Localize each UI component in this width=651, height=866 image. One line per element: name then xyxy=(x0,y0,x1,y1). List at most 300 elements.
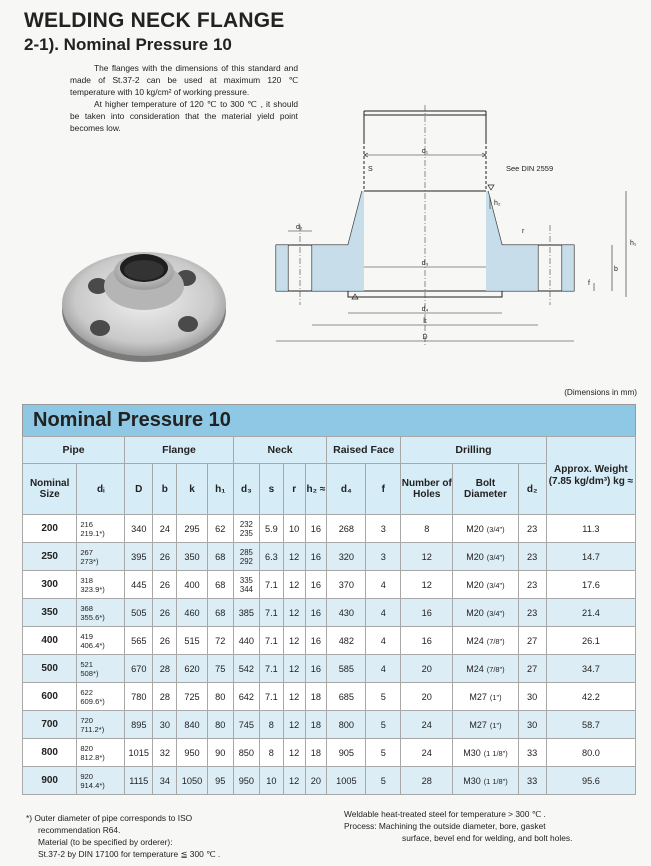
k-value: 295 xyxy=(184,523,200,534)
cell-h2 xyxy=(305,655,327,683)
page-title: WELDING NECK FLANGE xyxy=(24,9,285,32)
cell-d3 xyxy=(233,739,259,767)
holes-value: 24 xyxy=(421,747,432,758)
k-value: 620 xyxy=(184,663,200,674)
label-k: k xyxy=(423,318,427,325)
cell-h1 xyxy=(207,683,233,711)
b-value: 28 xyxy=(159,691,170,702)
cell-weight xyxy=(546,543,635,571)
h2-value: 16 xyxy=(310,551,322,562)
cell-d4 xyxy=(327,711,366,739)
h2-value: 18 xyxy=(310,747,322,758)
di-value: 521 xyxy=(80,659,93,669)
h1-value: 80 xyxy=(215,719,226,730)
cell-number-of-holes xyxy=(401,683,453,711)
holes-value: 16 xyxy=(421,635,432,646)
cell-f xyxy=(366,739,401,767)
holes-value: 12 xyxy=(421,551,432,562)
cell-bolt-diameter xyxy=(453,599,518,627)
cell-bolt-diameter xyxy=(453,739,518,767)
D-value: 565 xyxy=(131,635,147,646)
cell-h2 xyxy=(305,571,327,599)
b-value: 28 xyxy=(159,663,170,674)
cell-d4 xyxy=(327,571,366,599)
cell-weight xyxy=(546,683,635,711)
d2-value: 27 xyxy=(527,635,538,646)
cell-D xyxy=(125,571,153,599)
label-d2: d₂ xyxy=(296,224,303,231)
footnote-line: Weldable heat-treated steel for temperature > 300 ℃ . xyxy=(344,809,546,819)
table-title: Nominal Pressure 10 xyxy=(22,404,636,436)
di-iso-value: 609.6*) xyxy=(80,696,105,706)
group-pipe: Pipe xyxy=(23,437,125,464)
r-value: 10 xyxy=(289,523,300,534)
cell-h1 xyxy=(207,543,233,571)
footnote-line: St.37-2 by DIN 17100 for temperature ≦ 300 ℃ . xyxy=(38,849,221,859)
bolt-value: M20 xyxy=(466,551,484,562)
cell-d3 xyxy=(233,571,259,599)
cell-d4 xyxy=(327,683,366,711)
cell-r xyxy=(283,543,305,571)
k-value: 840 xyxy=(184,719,200,730)
h2-value: 16 xyxy=(310,635,322,646)
cell-d3 xyxy=(233,711,259,739)
cell-r xyxy=(283,599,305,627)
cell-h1 xyxy=(207,627,233,655)
cell-b xyxy=(153,515,177,543)
cell-number-of-holes xyxy=(401,767,453,795)
s-value: 5.9 xyxy=(264,523,278,534)
cell-d3 xyxy=(233,543,259,571)
di-value: 318 xyxy=(80,575,93,585)
cell-number-of-holes xyxy=(401,627,453,655)
cell-d4 xyxy=(327,655,366,683)
h2-value: 16 xyxy=(310,523,322,534)
cell-weight xyxy=(546,711,635,739)
di-iso-value: 711.2*) xyxy=(80,724,105,734)
cell-k xyxy=(177,571,207,599)
cell-d3 xyxy=(233,655,259,683)
cell-nominal-size xyxy=(23,515,77,543)
cell-weight xyxy=(546,515,635,543)
holes-value: 12 xyxy=(421,579,432,590)
cell-h2 xyxy=(305,543,327,571)
h2-value: 16 xyxy=(310,579,322,590)
cell-b xyxy=(153,767,177,795)
cell-di xyxy=(77,627,125,655)
weight-value: 58.7 xyxy=(581,719,600,730)
cell-h2 xyxy=(305,739,327,767)
cell-k xyxy=(177,683,207,711)
D-value: 670 xyxy=(131,663,147,674)
col-nominal-size: Nominal Size xyxy=(23,464,77,515)
cell-k xyxy=(177,655,207,683)
pressure-table xyxy=(22,404,636,800)
d4-value: 585 xyxy=(338,663,355,674)
f-value: 4 xyxy=(380,579,386,590)
group-flange: Flange xyxy=(125,437,234,464)
label-r: r xyxy=(522,228,525,235)
footnote-line: *) Outer diameter of pipe corresponds to ISO xyxy=(26,813,193,823)
cell-h1 xyxy=(207,767,233,795)
cell-d2 xyxy=(518,739,546,767)
d2-value: 23 xyxy=(527,523,538,534)
cell-f xyxy=(366,515,401,543)
d4-value: 320 xyxy=(338,551,355,562)
cell-weight xyxy=(546,739,635,767)
cell-D xyxy=(125,683,153,711)
h2-value: 20 xyxy=(310,775,322,786)
h1-value: 80 xyxy=(215,691,226,702)
d4-value: 268 xyxy=(338,523,355,534)
d4-value: 370 xyxy=(338,579,355,590)
di-iso-value: 508*) xyxy=(80,668,99,678)
r-value: 12 xyxy=(289,691,300,702)
d3-value: 232 xyxy=(239,519,253,529)
d3-value: 440 xyxy=(238,635,255,646)
di-iso-value: 323.9*) xyxy=(80,584,105,594)
bolt-value: M27 xyxy=(469,719,487,730)
cell-r xyxy=(283,655,305,683)
d3-value: 850 xyxy=(238,747,255,758)
label-d1: d₁ xyxy=(421,148,429,155)
cell-b xyxy=(153,571,177,599)
weight-value: 14.7 xyxy=(581,551,600,562)
cell-number-of-holes xyxy=(401,571,453,599)
cell-s xyxy=(259,571,283,599)
cell-r xyxy=(283,571,305,599)
bolt-value: M24 xyxy=(466,663,484,674)
cell-r xyxy=(283,627,305,655)
cell-f xyxy=(366,599,401,627)
di-value: 820 xyxy=(80,743,93,753)
cell-d4 xyxy=(327,543,366,571)
col-s: s xyxy=(259,464,283,515)
h1-value: 68 xyxy=(215,607,226,618)
cell-b xyxy=(153,683,177,711)
d2-value: 33 xyxy=(527,747,538,758)
nominal-size-value: 900 xyxy=(41,775,58,786)
weight-value: 11.3 xyxy=(582,523,600,534)
col-r: r xyxy=(283,464,305,515)
label-b: b xyxy=(614,266,618,273)
r-value: 12 xyxy=(289,551,300,562)
cell-d3 xyxy=(233,683,259,711)
cell-s xyxy=(259,767,283,795)
k-value: 460 xyxy=(184,607,200,618)
holes-value: 20 xyxy=(421,691,432,702)
cell-d2 xyxy=(518,515,546,543)
h2-value: 16 xyxy=(310,607,322,618)
cell-nominal-size xyxy=(23,599,77,627)
cell-weight xyxy=(546,767,635,795)
cell-r xyxy=(283,515,305,543)
f-value: 5 xyxy=(380,775,386,786)
h1-value: 90 xyxy=(215,747,226,758)
cell-k xyxy=(177,627,207,655)
b-value: 30 xyxy=(159,719,170,730)
d2-value: 30 xyxy=(527,691,538,702)
D-value: 340 xyxy=(131,523,147,534)
label-h2: h₂ xyxy=(494,200,501,207)
page-subtitle: 2-1). Nominal Pressure 10 xyxy=(24,35,232,54)
cell-r xyxy=(283,739,305,767)
bolt-inch-value: (1 1/8") xyxy=(483,748,508,758)
nominal-size-value: 600 xyxy=(41,691,58,702)
footnotes-right xyxy=(344,808,634,844)
table-row xyxy=(23,599,636,627)
cell-di xyxy=(77,767,125,795)
cell-number-of-holes xyxy=(401,711,453,739)
cell-f xyxy=(366,655,401,683)
cell-D xyxy=(125,543,153,571)
cell-nominal-size xyxy=(23,571,77,599)
k-value: 400 xyxy=(184,579,200,590)
r-value: 12 xyxy=(289,635,300,646)
holes-value: 8 xyxy=(424,523,430,534)
di-iso-value: 219.1*) xyxy=(80,528,105,538)
cell-k xyxy=(177,711,207,739)
s-value: 7.1 xyxy=(264,607,278,618)
cell-f xyxy=(366,767,401,795)
nominal-size-value: 250 xyxy=(41,551,58,562)
cell-di xyxy=(77,711,125,739)
intro-paragraph-1: The flanges with the dimensions of this standard and made of St.37-2 can be used at maximum 120 ℃ temperature with 10 kg/cm² of working pressure. xyxy=(70,63,298,97)
cell-s xyxy=(259,543,283,571)
cell-nominal-size xyxy=(23,683,77,711)
holes-value: 24 xyxy=(421,719,432,730)
di-value: 419 xyxy=(80,631,93,641)
s-value: 7.1 xyxy=(264,579,278,590)
cell-h2 xyxy=(305,627,327,655)
d4-value: 800 xyxy=(338,719,355,730)
footnote-line: recommendation R64. xyxy=(38,825,121,835)
r-value: 12 xyxy=(289,663,300,674)
cell-D xyxy=(125,711,153,739)
cell-number-of-holes xyxy=(401,515,453,543)
cell-bolt-diameter xyxy=(453,767,518,795)
cell-d3 xyxy=(233,515,259,543)
flange-dimensions-table xyxy=(22,436,636,795)
h1-value: 72 xyxy=(215,635,226,646)
bolt-value: M20 xyxy=(466,607,484,618)
flange-cross-section-drawing xyxy=(268,105,648,345)
cell-h2 xyxy=(305,683,327,711)
di-value: 216 xyxy=(80,519,93,529)
label-D: D xyxy=(422,334,428,341)
holes-value: 20 xyxy=(421,663,432,674)
h2-value: 18 xyxy=(310,719,322,730)
cell-s xyxy=(259,627,283,655)
cell-k xyxy=(177,767,207,795)
cell-r xyxy=(283,683,305,711)
bolt-inch-value: (1 1/8") xyxy=(483,776,508,786)
dimensions-note: (Dimensions in mm) xyxy=(564,388,637,397)
b-value: 24 xyxy=(159,523,170,534)
bolt-inch-value: (7/8") xyxy=(486,664,505,674)
bolt-value: M20 xyxy=(466,523,484,534)
footnote-line: surface, bevel end for welding, and bolt holes. xyxy=(402,833,573,843)
col-d2: d₂ xyxy=(518,464,546,515)
cell-b xyxy=(153,711,177,739)
cell-s xyxy=(259,655,283,683)
cell-h1 xyxy=(207,711,233,739)
footnote-line: Material (to be specified by orderer): xyxy=(38,837,173,847)
col-k: k xyxy=(177,464,207,515)
cell-bolt-diameter xyxy=(453,627,518,655)
d3-alt-value: 235 xyxy=(239,528,253,538)
col-b: b xyxy=(153,464,177,515)
b-value: 26 xyxy=(159,635,170,646)
nominal-size-value: 300 xyxy=(41,579,58,590)
col-D: D xyxy=(125,464,153,515)
cell-d4 xyxy=(327,515,366,543)
cell-D xyxy=(125,767,153,795)
cell-h2 xyxy=(305,599,327,627)
nominal-size-value: 400 xyxy=(41,635,58,646)
cell-nominal-size xyxy=(23,739,77,767)
col-number-of-holes: Number of Holes xyxy=(401,464,453,515)
b-value: 26 xyxy=(159,607,170,618)
cell-h2 xyxy=(305,711,327,739)
nominal-size-value: 350 xyxy=(41,607,58,618)
cell-di xyxy=(77,599,125,627)
cell-d2 xyxy=(518,627,546,655)
d2-value: 23 xyxy=(527,607,538,618)
cell-D xyxy=(125,739,153,767)
D-value: 505 xyxy=(131,607,147,618)
cell-f xyxy=(366,711,401,739)
cell-f xyxy=(366,683,401,711)
table-row xyxy=(23,515,636,543)
cell-d2 xyxy=(518,599,546,627)
cell-di xyxy=(77,515,125,543)
k-value: 1050 xyxy=(181,775,203,786)
cell-D xyxy=(125,627,153,655)
d4-value: 1005 xyxy=(336,775,357,786)
cell-weight xyxy=(546,655,635,683)
b-value: 34 xyxy=(159,775,170,786)
f-value: 3 xyxy=(380,551,386,562)
cell-f xyxy=(366,543,401,571)
h1-value: 75 xyxy=(215,663,226,674)
cell-h2 xyxy=(305,515,327,543)
f-value: 5 xyxy=(380,691,386,702)
D-value: 895 xyxy=(131,719,147,730)
cell-r xyxy=(283,711,305,739)
f-value: 5 xyxy=(380,719,386,730)
col-h1: h₁ xyxy=(207,464,233,515)
cell-d2 xyxy=(518,683,546,711)
cell-nominal-size xyxy=(23,543,77,571)
footnote-line: Process: Machining the outside diameter, bore, gasket xyxy=(344,821,546,831)
holes-value: 28 xyxy=(421,775,432,786)
cell-di xyxy=(77,543,125,571)
d3-value: 285 xyxy=(239,547,253,557)
di-value: 920 xyxy=(80,771,93,781)
cell-d2 xyxy=(518,655,546,683)
d3-value: 542 xyxy=(238,663,255,674)
cell-D xyxy=(125,515,153,543)
d4-value: 482 xyxy=(338,635,355,646)
weight-value: 26.1 xyxy=(581,635,600,646)
f-value: 4 xyxy=(380,607,386,618)
table-row xyxy=(23,711,636,739)
bolt-inch-value: (3/4") xyxy=(486,608,505,618)
di-iso-value: 812.8*) xyxy=(80,752,105,762)
col-bolt-diameter: Bolt Diameter xyxy=(453,464,518,515)
intro-paragraph-2: At higher temperature of 120 ℃ to 300 ℃ , it should be taken into consideration that the material yield point becomes low. xyxy=(70,99,298,133)
cell-h1 xyxy=(207,515,233,543)
cell-nominal-size xyxy=(23,655,77,683)
table-row xyxy=(23,683,636,711)
k-value: 515 xyxy=(184,635,200,646)
bolt-inch-value: (1") xyxy=(489,720,502,730)
weight-value: 80.0 xyxy=(581,747,600,758)
r-value: 12 xyxy=(289,719,300,730)
f-value: 4 xyxy=(380,635,386,646)
bolt-value: M30 xyxy=(463,775,481,786)
label-d4: d₄ xyxy=(421,306,429,313)
k-value: 725 xyxy=(184,691,200,702)
cell-nominal-size xyxy=(23,627,77,655)
cell-d4 xyxy=(327,627,366,655)
cell-b xyxy=(153,739,177,767)
table-row xyxy=(23,543,636,571)
di-iso-value: 273*) xyxy=(80,556,99,566)
D-value: 445 xyxy=(131,579,147,590)
cell-k xyxy=(177,599,207,627)
D-value: 1115 xyxy=(129,775,149,786)
r-value: 12 xyxy=(289,579,300,590)
nominal-size-value: 700 xyxy=(41,719,58,730)
group-weight: Approx. Weight (7.85 kg/dm³) kg ≈ xyxy=(546,437,635,515)
cell-h1 xyxy=(207,739,233,767)
footnotes-left xyxy=(26,812,326,860)
nominal-size-value: 500 xyxy=(41,663,58,674)
weight-value: 34.7 xyxy=(581,663,600,674)
cell-b xyxy=(153,599,177,627)
d2-value: 27 xyxy=(527,663,538,674)
h1-value: 62 xyxy=(215,523,226,534)
bolt-value: M20 xyxy=(466,579,484,590)
cell-f xyxy=(366,627,401,655)
cell-bolt-diameter xyxy=(453,655,518,683)
D-value: 780 xyxy=(131,691,147,702)
s-value: 8 xyxy=(268,719,274,730)
cell-d2 xyxy=(518,767,546,795)
r-value: 12 xyxy=(289,775,300,786)
nominal-size-value: 200 xyxy=(41,523,58,534)
d3-alt-value: 292 xyxy=(239,556,253,566)
bolt-inch-value: (3/4") xyxy=(486,524,505,534)
cell-s xyxy=(259,683,283,711)
r-value: 12 xyxy=(289,747,300,758)
cell-nominal-size xyxy=(23,767,77,795)
cell-d2 xyxy=(518,571,546,599)
k-value: 950 xyxy=(184,747,200,758)
d2-value: 23 xyxy=(527,579,538,590)
di-iso-value: 406.4*) xyxy=(80,640,105,650)
cell-d4 xyxy=(327,767,366,795)
b-value: 26 xyxy=(159,551,170,562)
h1-value: 95 xyxy=(215,775,226,786)
bolt-value: M27 xyxy=(469,691,487,702)
cell-s xyxy=(259,599,283,627)
col-f: f xyxy=(366,464,401,515)
see-din-note: See DIN 2559 xyxy=(506,164,554,173)
cell-h1 xyxy=(207,599,233,627)
